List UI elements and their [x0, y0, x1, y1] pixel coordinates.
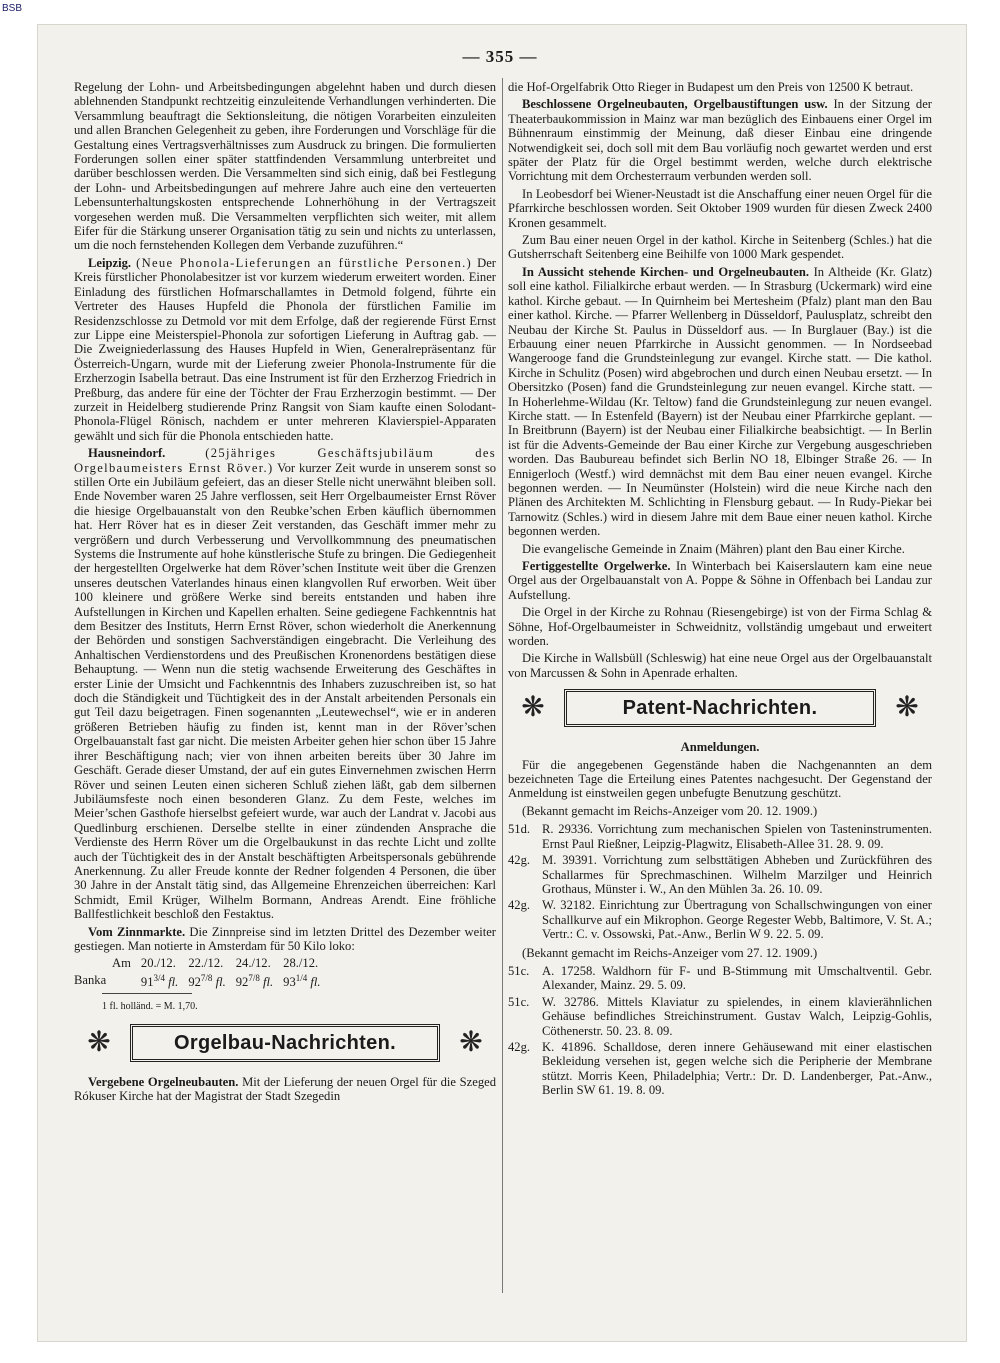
- paragraph-text: Die Zinnpreise sind im letzten Drittel des Dezember weiter gestiegen. Man notierte in Amsterdam für 50 Kilo loko:: [74, 924, 496, 953]
- page-number: — 355 —: [462, 47, 538, 66]
- spaced-subtitle: (25jähriges Geschäftsjubiläum des Orgelbaumeisters Ernst Röver.): [74, 446, 496, 475]
- patent-class: 51c.: [508, 963, 530, 978]
- section-heading: Vergebene Orgelneubauten.: [88, 1074, 239, 1089]
- paragraph-text: Vor kurzer Zeit wurde in unserem sonst so stillen Orte ein Jubiläum gefeiert, das an dieser Stelle nicht unerwähnt bleiben soll. Ende November waren 25 Jahre verflossen, seit Herr Orgelbaumeister Ernst Röver die hiesige Orgelbauanstalt von den Reubke’schen Erben käuflich übernommen hat. Herr Röver hat es in dieser Zeit verstanden, das Geschäft immer mehr zu vergrößern und durch Verbesserung und Vervollkommnung des pneumatischen Systems die Instrumente auf hohe künstlerische Stufe zu bringen. Die Gediegenheit der hergestellten Orgelwerke hat dem Röver’schen Institute weit über die Grenzen unseres deutschen Vaterlandes hinaus einen klangvollen Ruf erworben. Weit über 100 kleinere und größere Werke sind bereits entstanden und haben ihre Aufstellungen in Kirchen und Kapellen erhalten. Seine gediegene Fachkenntnis hat dem Besitzer des Instituts, Herrn Ernst Röver, schon wiederholt die Anerkennung der Behörden und sonstigen Sachverständigen eingebracht. Die Verleihung des Anhaltischen Verdienstordens und des Preußischen Kronenordens bestätigen diese Behauptung. — Wenn nun die stetig wachsende Erweiterung des Geschäftes in erster Linie der Umsicht und Fachkenntnis des Inhabers zuzuschreiben ist, so hat doch die Ständigkeit und Tüchtigkeit des in der Anstalt arbeitenden Personals ein gut Teil dazu beigetragen. Finen sogenannten „Leutewechsel“, wie er in anderen größeren Betrieben häufig zu finden ist, kennt man in der Röver’schen Orgelbauanstalt fast gar nicht. Die meisten Arbeiter gehen hier schon über 15 Jahre ihrer Beschäftigung nach; vier von ihnen arbeiten bereits über 30 Jahre im Geschäft. Gerade dieser Umstand, der auf ein gutes Einvernehmen zwischen Herrn Röver und seinen Leuten einen sicheren Schluß ziehen läßt, gab dem silbernen Jubiläumsfeste noch einen besonderen Glanz. Zu dem Feste, welches im Meier’schen Gasthofe hierselbst gefeiert wurde, war auch der Landrat v. Jacobi aus Quedlinburg erschienen. Derselbe stellte in einer zündenden Ansprache die Verdienste des Herrn Röver um die Orgelbaukunst in das rechte Licht und zollte auch der Tüchtigkeit des in der Anstalt beschäftigten Arbeitspersonals gebührende Anerkennung. Zu aller Freude konnte der Redner folgenden 4 Personen, die über 30 Jahre in der Anstalt tätig sind, das Allgemeine Ehrenzeichen überreichen: Karl Schmidt, Emil Krüger, Wilhelm Bormann, Andreas Arendt. Eine fröhliche Ballfestlichkeit beschloß den Festaktus.: [74, 460, 497, 922]
- patent-class: 42g.: [508, 898, 531, 913]
- banner-title: Patent-Nachrichten.: [564, 689, 876, 727]
- patent-entry: [508, 995, 932, 1038]
- orgelbau-banner: [74, 1021, 496, 1065]
- paragraph: In Leobesdorf bei Wiener-Neustadt ist die Anschaffung einer neuen Orgel für die Pfarrkirche beschlossen worden. Seit Oktober 1909 wurden für diesen Zweck 2400 Kronen gesammelt.: [508, 186, 932, 230]
- ornament-icon: ❋: [521, 692, 545, 724]
- patent-text: R. 29336. Vorrichtung zum mechanischen Spielen von Tasteninstrumenten. Ernst Paul Rießner, Leipzig-Plagwitz, Elisabeth-Allee 31. 28. 9. 09.: [542, 822, 932, 851]
- leipzig-paragraph: [74, 256, 496, 443]
- patent-entry: [508, 964, 932, 993]
- patent-text: M. 39391. Vorrichtung zum selbsttätigen Abheben und Zurückführen des Schallarmes für Sprechmaschinen. Wilhelm Marzilger und Heinrich Grothaus, Münster i. W., An den Mühlen 3a. 26. 10. 09.: [542, 853, 932, 896]
- right-column: [508, 80, 932, 1100]
- patent-class: 42g.: [508, 1039, 531, 1054]
- paragraph: Die evangelische Gemeinde in Znaim (Mähren) plant den Bau einer Kirche.: [522, 541, 905, 556]
- price-table: [74, 956, 331, 989]
- left-column: [74, 80, 496, 1107]
- ornament-icon: ❋: [459, 1026, 483, 1058]
- paragraph: Für die angegebenen Gegenstände haben die Nachgenannten an dem bezeichneten Tage die Erteilung eines Patentes nachgesucht. Der Gegenstand der Anmeldung ist einstweilen gegen unbefugte Benutzung geschützt.: [508, 757, 932, 801]
- paragraph-text: In Altheide (Kr. Glatz) soll eine kathol. Filialkirche erbaut werden. — In Strasburg (Uckermark) wird eine kathol. Kirche gebaut. — In Quirnheim bei Mertesheim (Pfalz) plant man den Bau einer kathol. Kirche. — Pfarrer Wellenberg in Düsseldorf, Paulusplatz, schreibt den Neubau der Kirche St. Paulus in Düsseldorf aus. — In Burglauer (Bay.) ist die Erbauung einer neuen Pfarrkirche in Aussicht genommen. — In Nordseebad Wangerooge fand die Grundsteinlegung zur evangel. Kirche statt. — Die kathol. Kirche in Schulitz (Posen) wird abgebrochen und durch einen Neubau ersetzt. — In Obersitzko (Posen) fand die Grundsteinlegung zur neuen evangel. Kirche statt. — In Hoherlehme-Wildau (Kr. Teltow) fand die Grundsteinlegung zur neuen evangel. Kirche statt. — In Estenfeld (Bayern) ist der Neubau einer Pfarrkirche geplant. — In Breitbrunn (Bayern) ist der Neubau einer Filialkirche beabsichtigt. — In Berlin ist für die Advents-Gemeinde der Bau einer Kirche zur Vergebung ausgeschrieben worden. Das Baubureau befindet sich Berlin NO 18, Elbinger Straße 26. — In Ennigerloch (Westf.) wird demnächst mit dem Bau einer neuen evangel. Kirche begonnen werden. — In Neumünster (Holstein) wird die neue Kirche nach den Plänen des Architekten M. Schlichting in Flensburg gebaut. — In Rudy-Piekar bei Tarnowitz (Schles.) wird in diesem Jahre mit dem Baue einer neuen kathol. Kirche begonnen werden.: [508, 264, 932, 539]
- paragraph: die Hof-Orgelfabrik Otto Rieger in Budapest um den Preis von 12500 K betraut.: [508, 80, 914, 94]
- patent-entry: [508, 898, 932, 941]
- hausneindorf-paragraph: [74, 446, 496, 921]
- price-header-row: [74, 956, 331, 970]
- patent-text: A. 17258. Waldhorn für F- und B-Stimmung mit Umschaltventil. Gebr. Alexander, Mainz. 29. 5. 09.: [542, 963, 932, 993]
- patent-entry: [508, 853, 932, 896]
- footnote: 1 fl. holländ. = M. 1,70.: [102, 1001, 198, 1013]
- patent-class: 51d.: [508, 822, 531, 837]
- aussicht-paragraph: [508, 265, 932, 539]
- zinn-paragraph: [74, 925, 496, 954]
- paragraph-text: Der Kreis fürstlicher Phonolabesitzer ist vor kurzem wiederum erweitert worden. Einer Einladung des fürstlichen Hofmarschallamtes in Detmold folgend, führte ein Vertreter des Hauses Hupfeld die Phonola der fürstlichen Familie im Residenzschlosse zu Detmold vor mit dem Erfolge, daß der regierende Fürst Ernst zur Lippe eine Meisterspiel-Phonola zur sofortigen Lieferung in Auftrag gab. — Die Zweigniederlassung des Hauses Hupfeld in Wien, Generalrepräsentanz für Österreich-Ungarn, wurde mit der Lieferung zweier Phonola-Instrumente für die Erzherzogin Isabella betraut. Das eine Instrument ist für den Erzherzog Friedrich in Preßburg, das andere für eine der Töchter der Frau Erzherzogin bestimmt. — Der zurzeit in Heidelberg studierende Prinz Rangsit von Siam kaufte einen Solodant-Phonola-Flügel Rönisch, nachdem er unter mehreren Klavierspiel-Apparaten gewählt und sich für die Phonola entschieden hatte.: [74, 255, 496, 443]
- vergeben-paragraph: [74, 1075, 496, 1104]
- column-divider: [502, 78, 503, 1293]
- paragraph-text: In Winterbach bei Kaiserslautern kam eine neue Orgel aus der Orgelbauanstalt von A. Poppe & Söhne in Offenbach bei Landau zur Aufstellung.: [508, 559, 932, 602]
- section-heading: Beschlossene Orgelneubauten, Orgelbaustiftungen usw.: [522, 97, 828, 112]
- patent-class: 51c.: [508, 994, 530, 1009]
- patent-entry: [508, 1040, 932, 1098]
- price-cell: $92^{7/8}$ fl.: [188, 972, 226, 989]
- ornament-icon: ❋: [87, 1026, 111, 1058]
- subsection-heading: Anmeldungen.: [680, 740, 760, 755]
- price-header-cell: Am: [112, 956, 131, 971]
- banner-title: Orgelbau-Nachrichten.: [130, 1024, 440, 1062]
- price-cell: $93^{1/4}$ fl.: [283, 972, 321, 989]
- patent-banner: [508, 686, 932, 730]
- footnote-rule: [102, 993, 192, 994]
- beschlossene-paragraph: [508, 97, 932, 183]
- paragraph-text: In der Sitzung der Theaterbaukommission in Mainz war man bezüglich des Einbauens einer Orgel im Bühnenraum einstimmig der Meinung, daß dieser Einbau eine dringende Notwendigkeit sei, doch soll mit dem Bau vorläufig noch gewartet werden und erst später der Platz für die Orgel bestimmt werden, welche durch elektrische Vorrichtung mit dem Orchesterraum verbunden werden soll.: [508, 97, 932, 184]
- section-heading: Fertiggestellte Orgelwerke.: [522, 559, 671, 573]
- publication-note: (Bekannt gemacht im Reichs-Anzeiger vom 27. 12. 1909.): [522, 945, 818, 960]
- fertig-paragraph: [508, 559, 932, 602]
- price-row-label: Banka: [74, 972, 107, 987]
- price-cell: $91^{3/4}$ fl.: [140, 972, 179, 989]
- section-heading: Hausneindorf.: [88, 446, 166, 461]
- paragraph-text: Mit der Lieferung der neuen Orgel für die Szeged Rókuser Kirche hat der Magistrat der Stadt Szegedin: [74, 1074, 496, 1104]
- section-heading: Vom Zinnmarkte.: [88, 924, 186, 939]
- price-header-cell: 24./12.: [235, 956, 271, 971]
- ornament-icon: ❋: [895, 692, 919, 724]
- paragraph: Die Orgel in der Kirche zu Rohnau (Riesengebirge) ist von der Firma Schlag & Söhne, Hof-Orgelbaumeister in Schweidnitz, vollständig umgebaut und erweitert worden.: [508, 605, 932, 649]
- patent-entry: [508, 822, 932, 851]
- patent-text: K. 41896. Schalldose, deren innere Gehäusewand mit einer elastischen Bekleidung versehen ist, gegen welche sich die Peripherie der Membrane stützt. Morris Keen, Philadelphia; Vertr.: Dr. D. Landenberger, Pat.-Anw., Berlin SW 61. 19. 8. 09.: [542, 1039, 932, 1098]
- paragraph: Regelung der Lohn- und Arbeitsbedingungen abgelehnt haben und durch diesen ablehnenden Standpunkt rechtzeitig einzuleitende Verhandlungen verhinderten. Die Versammlung beauftragt die Sektionsleitung, die nötigen Vorarbeiten einzuleiten und allen Branchen Gelegenheit zu geben, ihre Forderungen und Vorschläge für die Gestaltung eines Vertragsverhältnisses zum Ausdruck zu bringen. Die formulierten Forderungen sollen einer später stattfindenden Versammlung unterbreitet und darüber beschlossen werden. Die Versammelten sind sich einig, daß bei Festlegung der Lohn- und Arbeitsbedingungen auf mehrere Jahre auch eine den verteuerten Lebensunterhaltungskosten entsprechende Lohnerhöhung in der Vertragszeit vorgesehen werden muß. Die Versammelten verpflichten sich weiter, mit allem Eifer für die Stärkung unserer Organisation tätig zu sein und nichts zu unterlassen, um die noch fernstehenden Kollegen dem Verbande zuzuführen.“: [74, 80, 496, 253]
- publication-note: (Bekannt gemacht im Reichs-Anzeiger vom 20. 12. 1909.): [522, 803, 818, 818]
- section-heading: Leipzig.: [88, 255, 132, 270]
- paragraph: Zum Bau einer neuen Orgel in der kathol. Kirche in Seitenberg (Schles.) hat die Gutsherrschaft Seitenberg eine Beihilfe von 1000 Mark gespendet.: [508, 233, 932, 262]
- patent-class: 42g.: [508, 853, 531, 868]
- price-header-cell: 20./12.: [140, 956, 176, 971]
- price-row: [74, 971, 331, 990]
- patent-text: W. 32786. Mittels Klaviatur zu spielendes, in einem klavierähnlichen Gehäuse befindliches Streichinstrument. Gustav Walch, Leipzig-Gohlis, Cöthenerstr. 50. 23. 8. 09.: [542, 994, 932, 1038]
- library-stamp: BSB: [2, 3, 23, 14]
- price-cell: $92^{7/8}$ fl.: [235, 972, 274, 989]
- patent-text: W. 32182. Einrichtung zur Übertragung von Schallschwingungen von einer Schallkurve auf ein Mikrophon. George Regester Webb, Baltimore, V. St. A.; Vertr.: C. v. Ossowski, Pat.-Anw., Berlin W 9. 22. 5. 09.: [542, 898, 932, 942]
- price-header-cell: 22./12.: [188, 956, 224, 971]
- spaced-subtitle: (Neue Phonola-Lieferungen an fürstliche Personen.): [136, 255, 473, 270]
- section-heading: In Aussicht stehende Kirchen- und Orgelneubauten.: [522, 264, 809, 279]
- paragraph: Die Kirche in Wallsbüll (Schleswig) hat eine neue Orgel aus der Orgelbauanstalt von Marcussen & Sohn in Apenrade erhalten.: [508, 651, 932, 680]
- price-header-cell: 28./12.: [283, 956, 319, 971]
